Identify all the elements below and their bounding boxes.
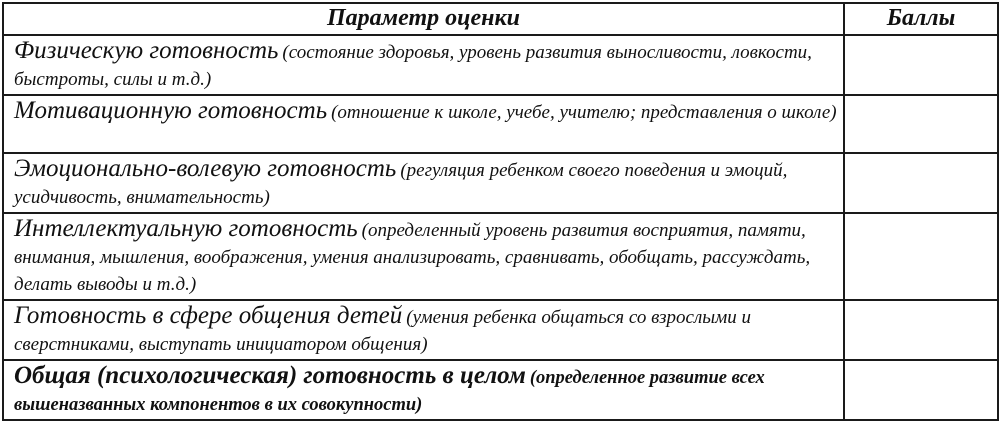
score-cell[interactable] bbox=[844, 300, 998, 360]
parameter-cell bbox=[3, 95, 844, 153]
parameter-cell bbox=[3, 213, 844, 300]
parameter-description: (состояние здоровья, уровень развития выносливости, ловкости, быстроты, силы и т.д.) bbox=[14, 42, 812, 90]
parameter-name: Общая (психологическая) готовность в целом bbox=[14, 362, 526, 389]
parameter-description: (умения ребенка общаться со взрослыми и сверстниками, выступать инициатором общения) bbox=[14, 307, 751, 355]
parameter-cell bbox=[3, 300, 844, 360]
table-row bbox=[3, 300, 998, 360]
table-row bbox=[3, 213, 998, 300]
table-row bbox=[3, 153, 998, 213]
parameter-name: Интеллектуальную готовность bbox=[14, 215, 358, 242]
parameter-description: (определенное развитие всех вышеназванных компонентов в их совокупности) bbox=[14, 368, 765, 415]
header-parameter: Параметр оценки bbox=[3, 3, 844, 35]
parameter-description: (определенный уровень развития восприятия, памяти, внимания, мышления, воображения, умения анализировать, сравнивать, обобщать, рассуждать, делать выводы и т.д.) bbox=[14, 220, 811, 295]
parameter-cell bbox=[3, 153, 844, 213]
parameter-name: Физическую готовность bbox=[14, 37, 279, 64]
parameter-description: (отношение к школе, учебе, учителю; представления о школе) bbox=[331, 102, 837, 123]
evaluation-table bbox=[2, 2, 999, 421]
parameter-name: Готовность в сфере общения детей bbox=[14, 302, 403, 329]
score-cell[interactable] bbox=[844, 35, 998, 95]
parameter-cell bbox=[3, 360, 844, 420]
header-score: Баллы bbox=[844, 3, 998, 35]
parameter-name: Эмоционально-волевую готовность bbox=[14, 155, 397, 182]
score-cell[interactable] bbox=[844, 213, 998, 300]
score-cell[interactable] bbox=[844, 360, 998, 420]
score-cell[interactable] bbox=[844, 153, 998, 213]
parameter-name: Мотивационную готовность bbox=[14, 97, 328, 124]
table-row bbox=[3, 35, 998, 95]
parameter-cell bbox=[3, 35, 844, 95]
table-header-row bbox=[3, 3, 998, 35]
table-row bbox=[3, 360, 998, 420]
parameter-description: (регуляция ребенком своего поведения и эмоций, усидчивость, внимательность) bbox=[14, 160, 788, 208]
table-row bbox=[3, 95, 998, 153]
score-cell[interactable] bbox=[844, 95, 998, 153]
